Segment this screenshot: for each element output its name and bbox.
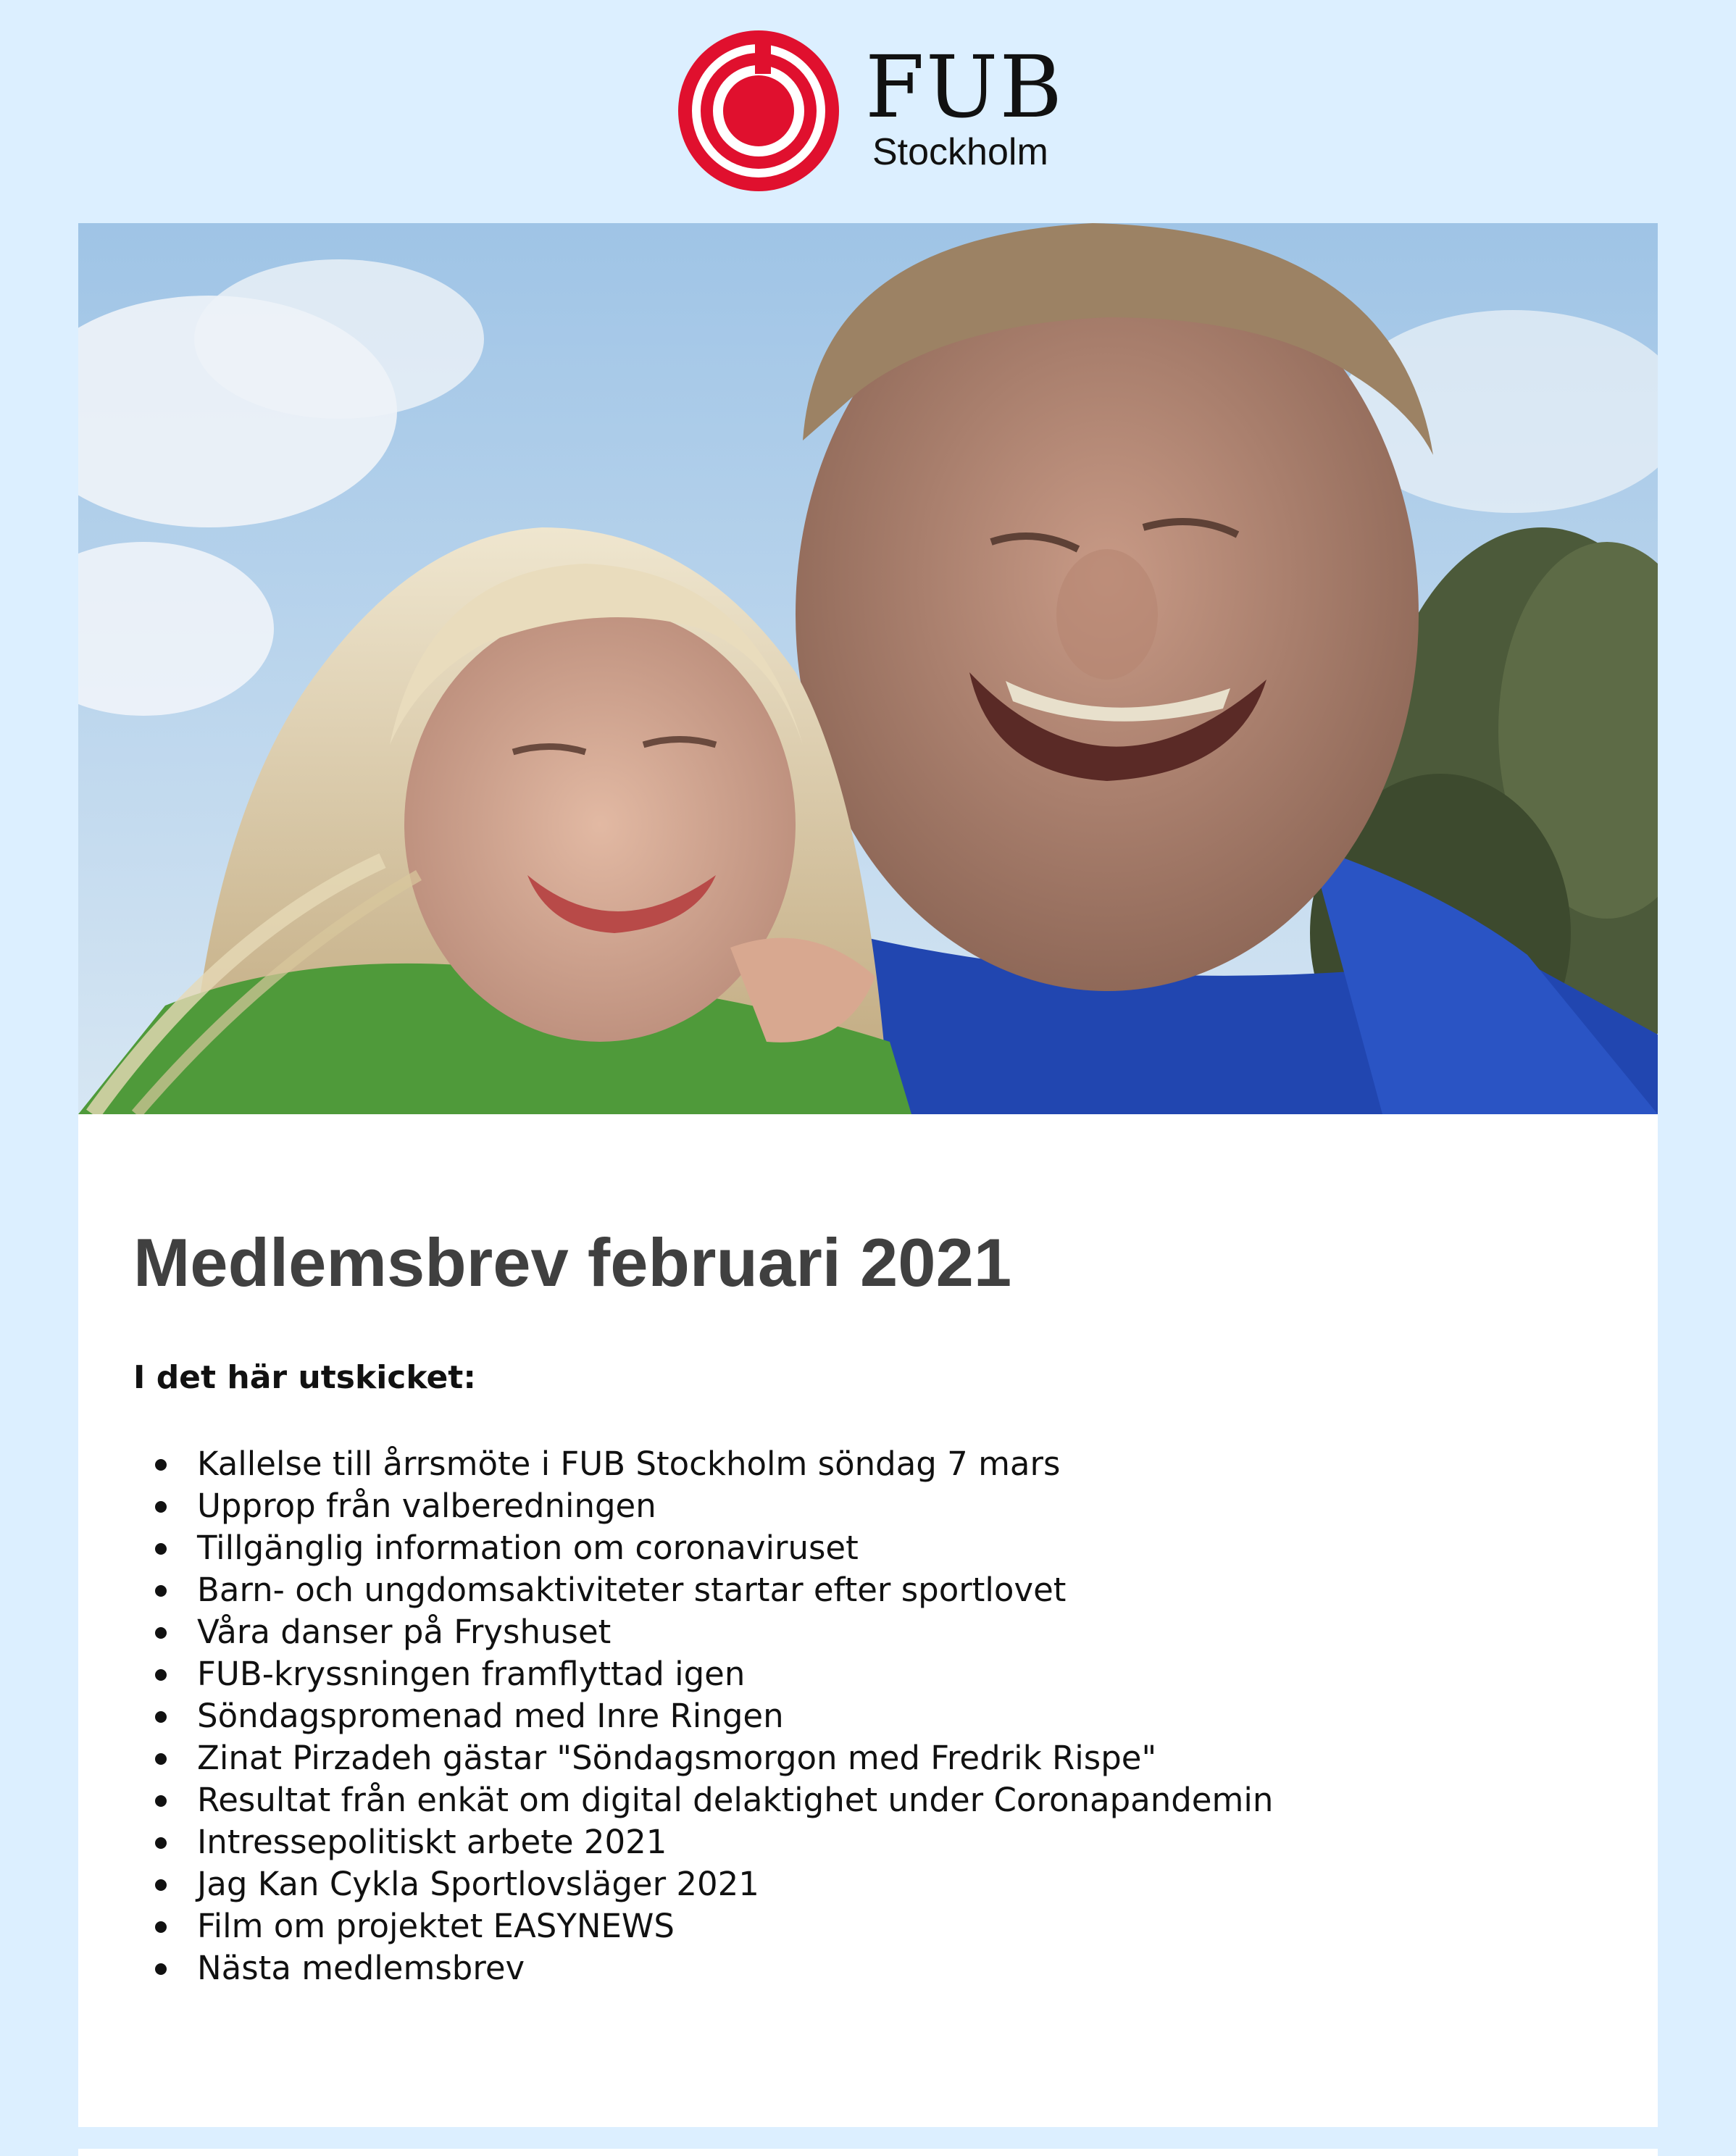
contents-heading: I det här utskicket:: [133, 1359, 476, 1396]
newsletter-content: [133, 1223, 1597, 1989]
fub-logo[interactable]: [678, 30, 1064, 191]
next-card-edge: [78, 2149, 1658, 2156]
topic-item: Resultat från enkät om digital delaktighet under Coronapandemin: [197, 1779, 1597, 1821]
topic-item: Upprop från valberedningen: [197, 1485, 1597, 1527]
fub-ring-logo-icon: [678, 30, 839, 191]
brand-subtitle: Stockholm: [872, 131, 1048, 173]
topic-item: Jag Kan Cykla Sportlovsläger 2021: [197, 1863, 1597, 1905]
topic-item: Zinat Pirzadeh gästar "Söndagsmorgon med Fredrik Rispe": [197, 1737, 1597, 1779]
topic-item: Kallelse till årrsmöte i FUB Stockholm söndag 7 mars: [197, 1443, 1597, 1485]
topic-item: Barn- och ungdomsaktiviteter startar efter sportlovet: [197, 1569, 1597, 1611]
newsletter-title: Medlemsbrev februari 2021: [133, 1224, 1012, 1300]
topic-item: Våra danser på Fryshuset: [197, 1611, 1597, 1653]
topic-item: FUB-kryssningen framflyttad igen: [197, 1653, 1597, 1695]
topic-item: Tillgänglig information om coronaviruset: [197, 1527, 1597, 1569]
topic-item: Film om projektet EASYNEWS: [197, 1905, 1597, 1947]
topic-item: Intressepolitiskt arbete 2021: [197, 1821, 1597, 1863]
newsletter-card: [78, 223, 1658, 2127]
brand-name: FUB: [865, 37, 1064, 137]
hero-photo-image: [78, 223, 1658, 1114]
topics-list: [133, 1443, 1597, 1989]
topic-item: Nästa medlemsbrev: [197, 1947, 1597, 1989]
topic-item: Söndagspromenad med Inre Ringen: [197, 1695, 1597, 1737]
hero-photo: [78, 223, 1658, 1114]
header: [0, 0, 1736, 223]
